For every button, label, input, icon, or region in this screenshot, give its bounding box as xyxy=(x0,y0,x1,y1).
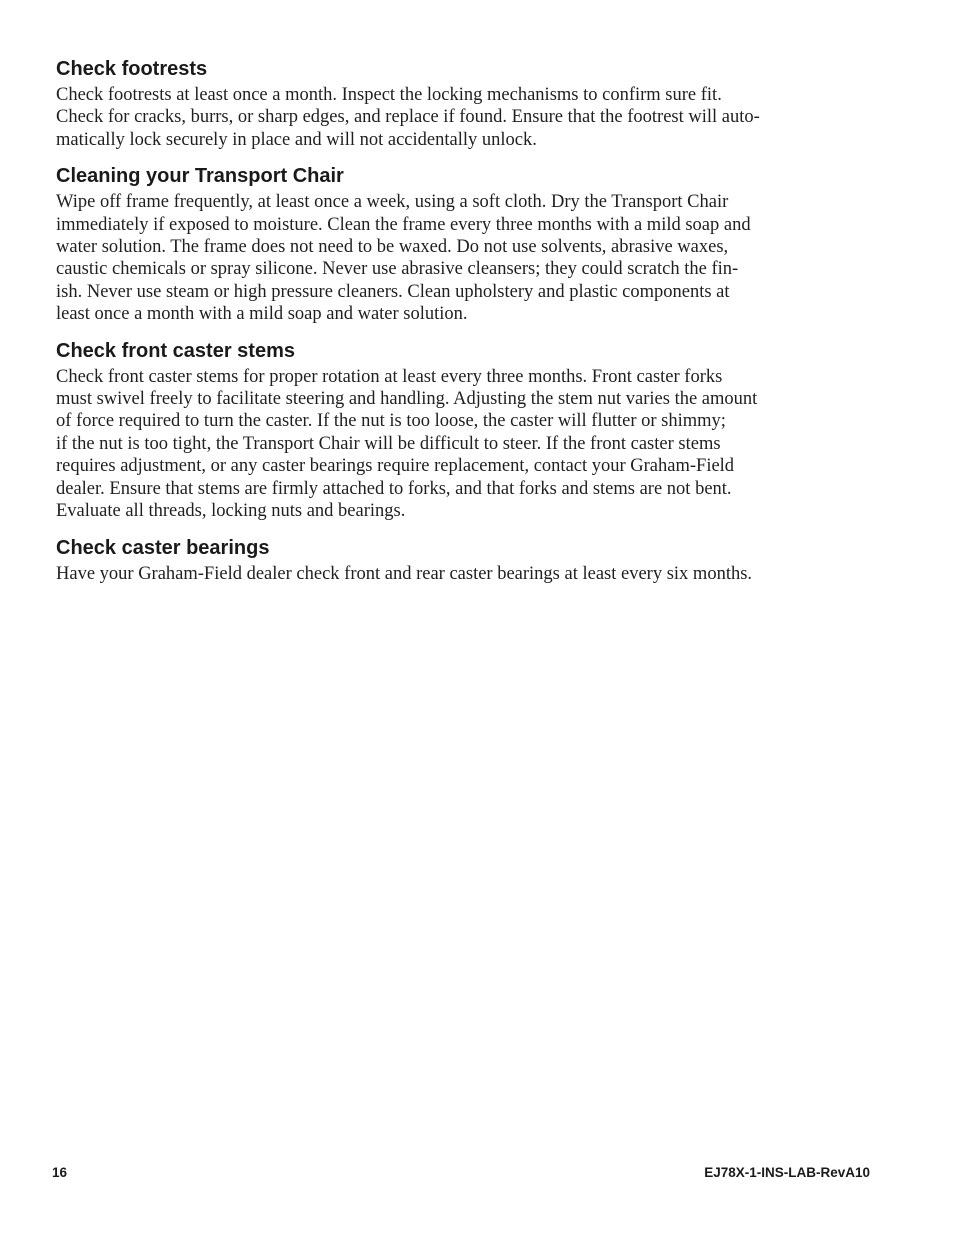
text-line: water solution. The frame does not need to be waxed. Do not use solvents, abrasive waxes, xyxy=(56,237,729,258)
section-cleaning-transport-chair xyxy=(56,163,871,325)
document-code: EJ78X-1-INS-LAB-RevA10 xyxy=(704,1165,870,1180)
text-line: must swivel freely to facilitate steering and handling. Adjusting the stem nut varies the amount xyxy=(56,389,758,410)
text-line: ish. Never use steam or high pressure cleaners. Clean upholstery and plastic components at xyxy=(56,281,730,302)
text-line: matically lock securely in place and will not accidentally unlock. xyxy=(56,129,537,150)
section-heading: Check footrests xyxy=(56,58,208,80)
text-line: Check for cracks, burrs, or sharp edges, and replace if found. Ensure that the footrest will auto- xyxy=(56,107,760,128)
text-line: of force required to turn the caster. If the nut is too loose, the caster will flutter or shimmy; xyxy=(56,411,726,432)
text-line: Check front caster stems for proper rotation at least every three months. Front caster forks xyxy=(56,366,723,387)
section-heading: Check front caster stems xyxy=(56,339,295,362)
text-line: dealer. Ensure that stems are firmly attached to forks, and that forks and stems are not bent. xyxy=(56,478,732,499)
section-check-footrests xyxy=(56,56,871,151)
section-paragraph xyxy=(56,191,871,325)
text-line: immediately if exposed to moisture. Clean the frame every three months with a mild soap and xyxy=(56,214,751,235)
text-line: if the nut is too tight, the Transport Chair will be difficult to steer. If the front caster stems xyxy=(56,433,721,454)
page-number: 16 xyxy=(52,1165,68,1180)
text-line: requires adjustment, or any caster bearings require replacement, contact your Graham-Field xyxy=(56,456,735,477)
text-line: Have your Graham-Field dealer check front and rear caster bearings at least every six months. xyxy=(56,563,753,584)
section-heading: Cleaning your Transport Chair xyxy=(56,165,344,188)
section-check-caster-bearings xyxy=(56,535,871,585)
section-check-front-caster-stems xyxy=(56,338,871,523)
section-paragraph xyxy=(56,563,871,585)
text-line: caustic chemicals or spray silicone. Never use abrasive cleansers; they could scratch the fin- xyxy=(56,259,739,280)
text-line: Wipe off frame frequently, at least once a week, using a soft cloth. Dry the Transport Chair xyxy=(56,192,729,213)
section-paragraph xyxy=(56,84,871,151)
text-line: Check footrests at least once a month. Inspect the locking mechanisms to confirm sure fit. xyxy=(56,85,722,105)
text-line: least once a month with a mild soap and water solution. xyxy=(56,304,468,325)
text-line: Evaluate all threads, locking nuts and bearings. xyxy=(56,501,406,522)
section-heading: Check caster bearings xyxy=(56,536,270,559)
document-body xyxy=(56,56,871,597)
section-paragraph xyxy=(56,366,871,523)
